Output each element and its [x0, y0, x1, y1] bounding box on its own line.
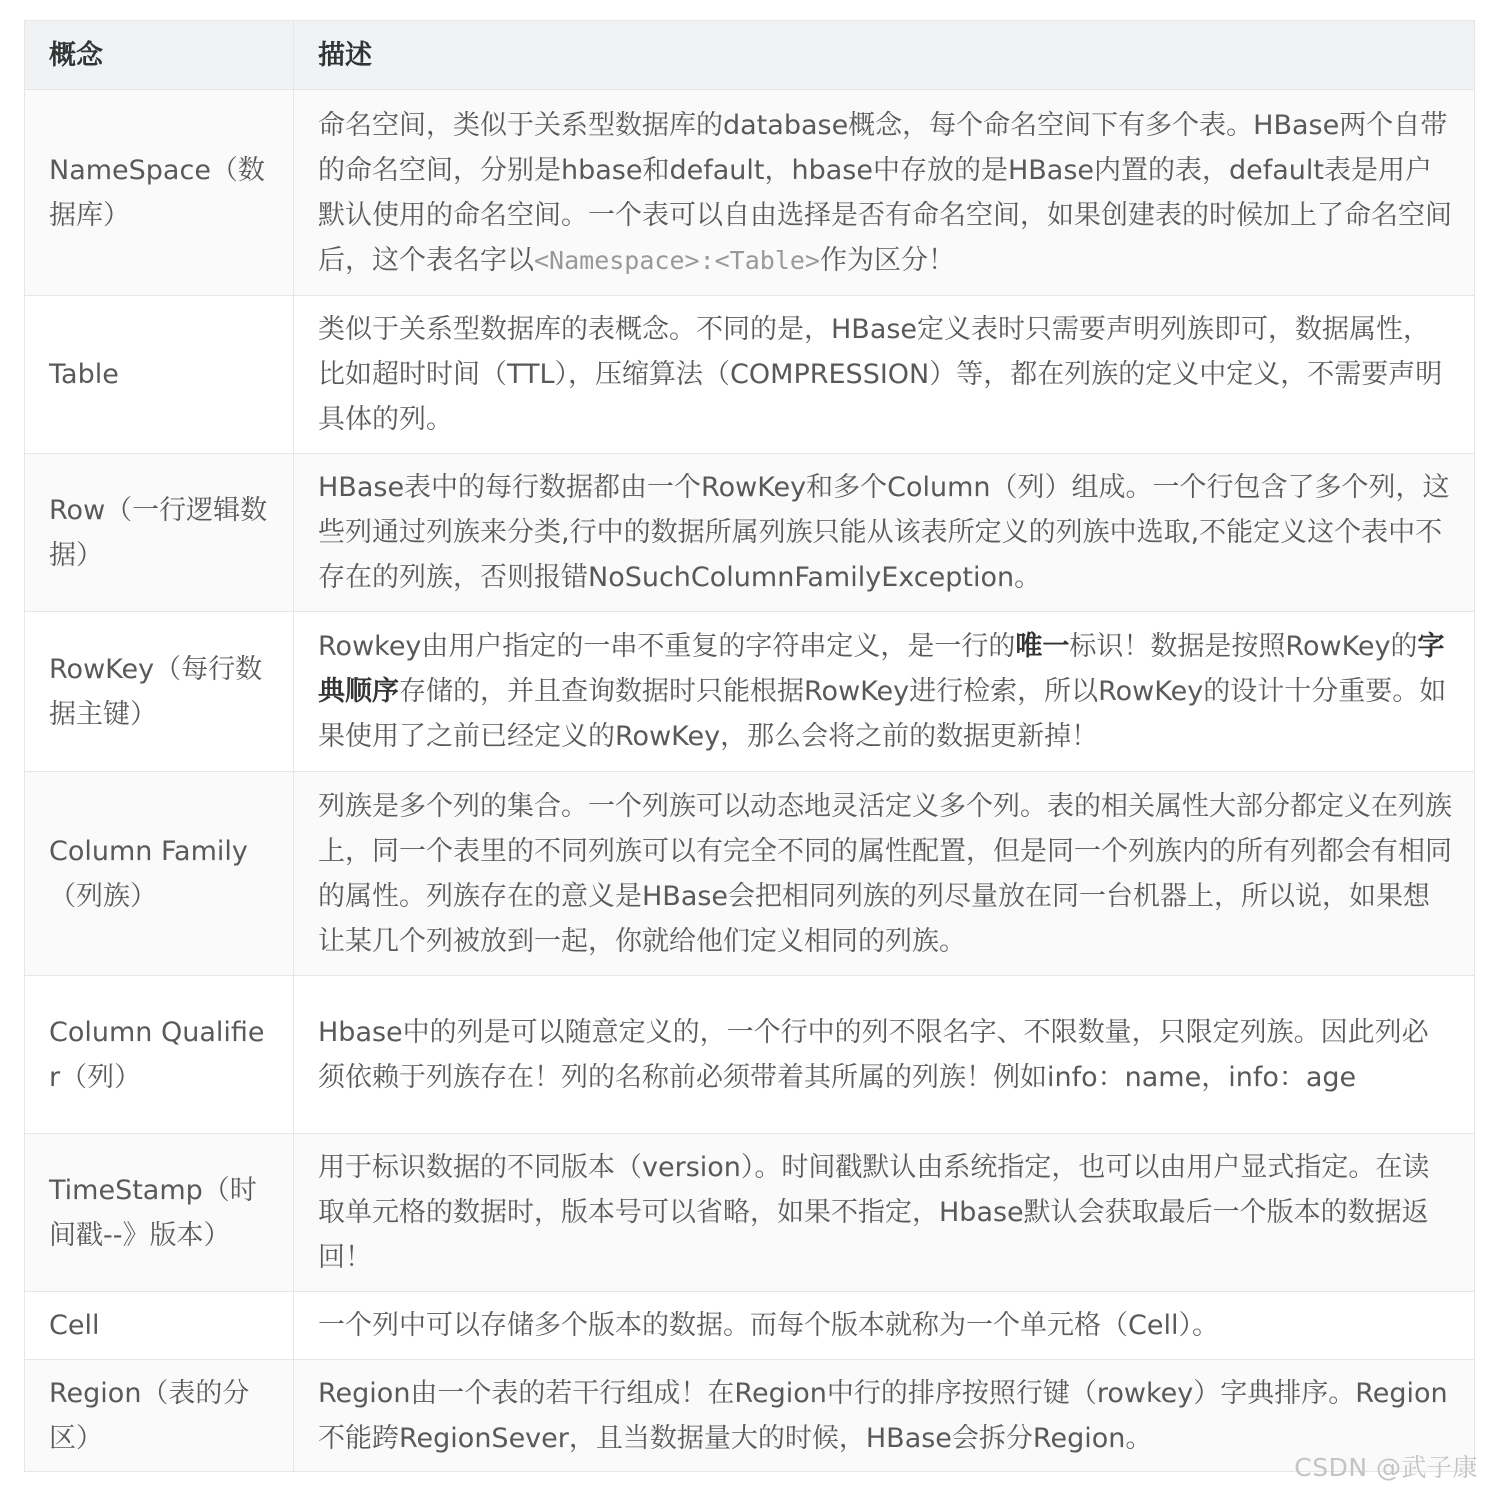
concept-cell: TimeStamp（时间戳--》版本） — [25, 1134, 294, 1292]
table-row — [25, 1292, 1475, 1360]
description-text: 标识！数据是按照RowKey的 — [1069, 631, 1418, 662]
description-text: 命名空间，类似于关系型数据库的database概念，每个命名空间下有多个表。HBase两个自带的命名空间，分别是hbase和default，hbase中存放的是HBase内置的表，default表是用户默认使用的命名空间。一个表可以自由选择是否有命名空间，如果创建表的时候加上了命名空间后，这个表名字以 — [318, 109, 1452, 276]
concept-cell: NameSpace（数据库） — [25, 90, 294, 296]
description-cell — [294, 612, 1475, 772]
table-row — [25, 772, 1475, 976]
concept-cell: Table — [25, 296, 294, 454]
table-row — [25, 1134, 1475, 1292]
description-text: Rowkey由用户指定的一串不重复的字符串定义，是一行的 — [318, 631, 1016, 662]
description-cell: 一个列中可以存储多个版本的数据。而每个版本就称为一个单元格（Cell）。 — [294, 1292, 1475, 1360]
concept-cell: Row（一行逻辑数据） — [25, 454, 294, 612]
description-cell — [294, 90, 1475, 296]
concept-cell: Cell — [25, 1292, 294, 1360]
description-cell: Hbase中的列是可以随意定义的，一个行中的列不限名字、不限数量，只限定列族。因此列必须依赖于列族存在！列的名称前必须带着其所属的列族！例如info：name，info：age — [294, 976, 1475, 1134]
concepts-table — [24, 20, 1475, 1472]
description-cell: 列族是多个列的集合。一个列族可以动态地灵活定义多个列。表的相关属性大部分都定义在列族上，同一个表里的不同列族可以有完全不同的属性配置，但是同一个列族内的所有列都会有相同的属性。列族存在的意义是HBase会把相同列族的列尽量放在同一台机器上，所以说，如果想让某几个列被放到一起，你就给他们定义相同的列族。 — [294, 772, 1475, 976]
table-row — [25, 612, 1475, 772]
description-cell: 用于标识数据的不同版本（version）。时间戳默认由系统指定，也可以由用户显式指定。在读取单元格的数据时，版本号可以省略，如果不指定，Hbase默认会获取最后一个版本的数据返回！ — [294, 1134, 1475, 1292]
description-text: 作为区分！ — [819, 244, 955, 276]
concept-cell: Column Qualifier（列） — [25, 976, 294, 1134]
table-row — [25, 90, 1475, 296]
watermark: CSDN @武子康 — [1294, 1453, 1478, 1482]
description-cell: Region由一个表的若干行组成！在Region中行的排序按照行键（rowkey）字典排序。Region不能跨RegionSever，且当数据量大的时候，HBase会拆分Region。 — [294, 1360, 1475, 1472]
concept-cell: Region（表的分区） — [25, 1360, 294, 1472]
header-description: 描述 — [294, 21, 1475, 90]
header-concept: 概念 — [25, 21, 294, 90]
concept-cell: Column Family（列族） — [25, 772, 294, 976]
inline-code: <Namespace>:<Table> — [534, 245, 820, 275]
table-header-row — [25, 21, 1475, 90]
emphasis-text: 唯一 — [1015, 631, 1070, 662]
table-row — [25, 1360, 1475, 1472]
description-cell: HBase表中的每行数据都由一个RowKey和多个Column（列）组成。一个行包含了多个列，这些列通过列族来分类,行中的数据所属列族只能从该表所定义的列族中选取,不能定义这个表中不存在的列族，否则报错NoSuchColumnFamilyException。 — [294, 454, 1475, 612]
description-text: 存储的，并且查询数据时只能根据RowKey进行检索，所以RowKey的设计十分重要。如果使用了之前已经定义的RowKey，那么会将之前的数据更新掉！ — [318, 676, 1447, 752]
table-row — [25, 296, 1475, 454]
table-row — [25, 976, 1475, 1134]
emphasis-text: 字典顺序 — [318, 631, 1445, 707]
description-cell: 类似于关系型数据库的表概念。不同的是，HBase定义表时只需要声明列族即可，数据属性，比如超时时间（TTL），压缩算法（COMPRESSION）等，都在列族的定义中定义，不需要声明具体的列。 — [294, 296, 1475, 454]
concept-cell: RowKey（每行数据主键） — [25, 612, 294, 772]
table-row — [25, 454, 1475, 612]
